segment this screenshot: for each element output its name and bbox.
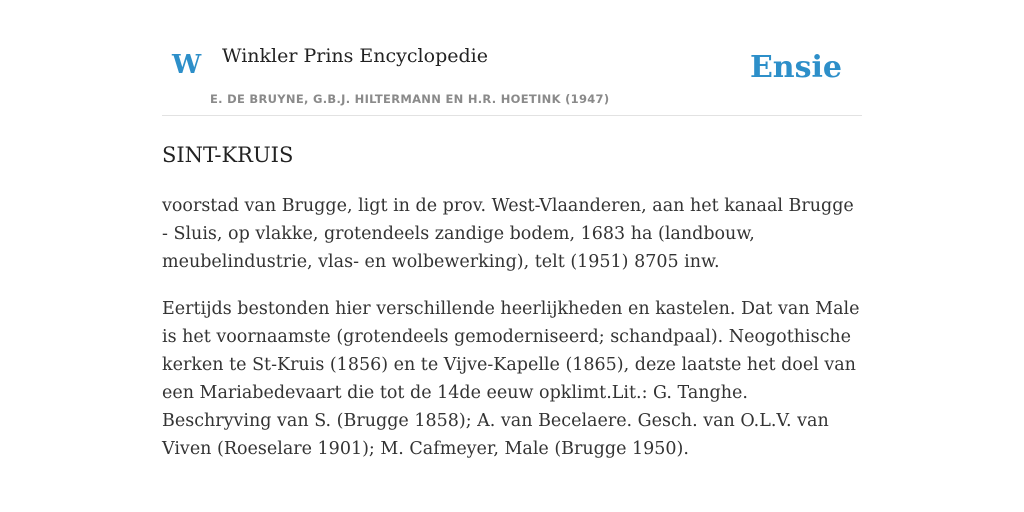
article-title: SINT-KRUIS — [162, 143, 294, 167]
article-paragraph: Eertijds bestonden hier verschillende heerlijkheden en kastelen. Dat van Male is het voornaamste (grotendeels gemoderniseerd; schandpaal). Neogothische kerken te St-Kruis (1856) en te Vijve-Kapelle (1865), deze laatste het doel van een Mariabedevaart die tot de 14de eeuw opklimt.Lit.: G. Tanghe. Beschryving van S. (Brugge 1858); A. van Becelaere. Gesch. van O.L.V. van Viven (Roeselare 1901); M. Cafmeyer, Male (Brugge 1950). — [162, 299, 860, 459]
publication-header — [162, 40, 862, 116]
article — [162, 140, 862, 463]
publication-logo: W — [172, 50, 202, 80]
ensie-brand-link[interactable]: Ensie — [749, 50, 842, 85]
article-paragraph: voorstad van Brugge, ligt in de prov. West-Vlaanderen, aan het kanaal Brugge - Sluis, op vlakke, grotendeels zandige bodem, 1683 ha (landbouw, meubelindustrie, vlas- en wolbewerking), telt (1951) 8705 inw. — [162, 196, 854, 272]
publication-title[interactable]: Winkler Prins Encyclopedie — [222, 45, 488, 67]
publication-authors: E. DE BRUYNE, G.B.J. HILTERMANN EN H.R. HOETINK (1947) — [210, 92, 610, 106]
